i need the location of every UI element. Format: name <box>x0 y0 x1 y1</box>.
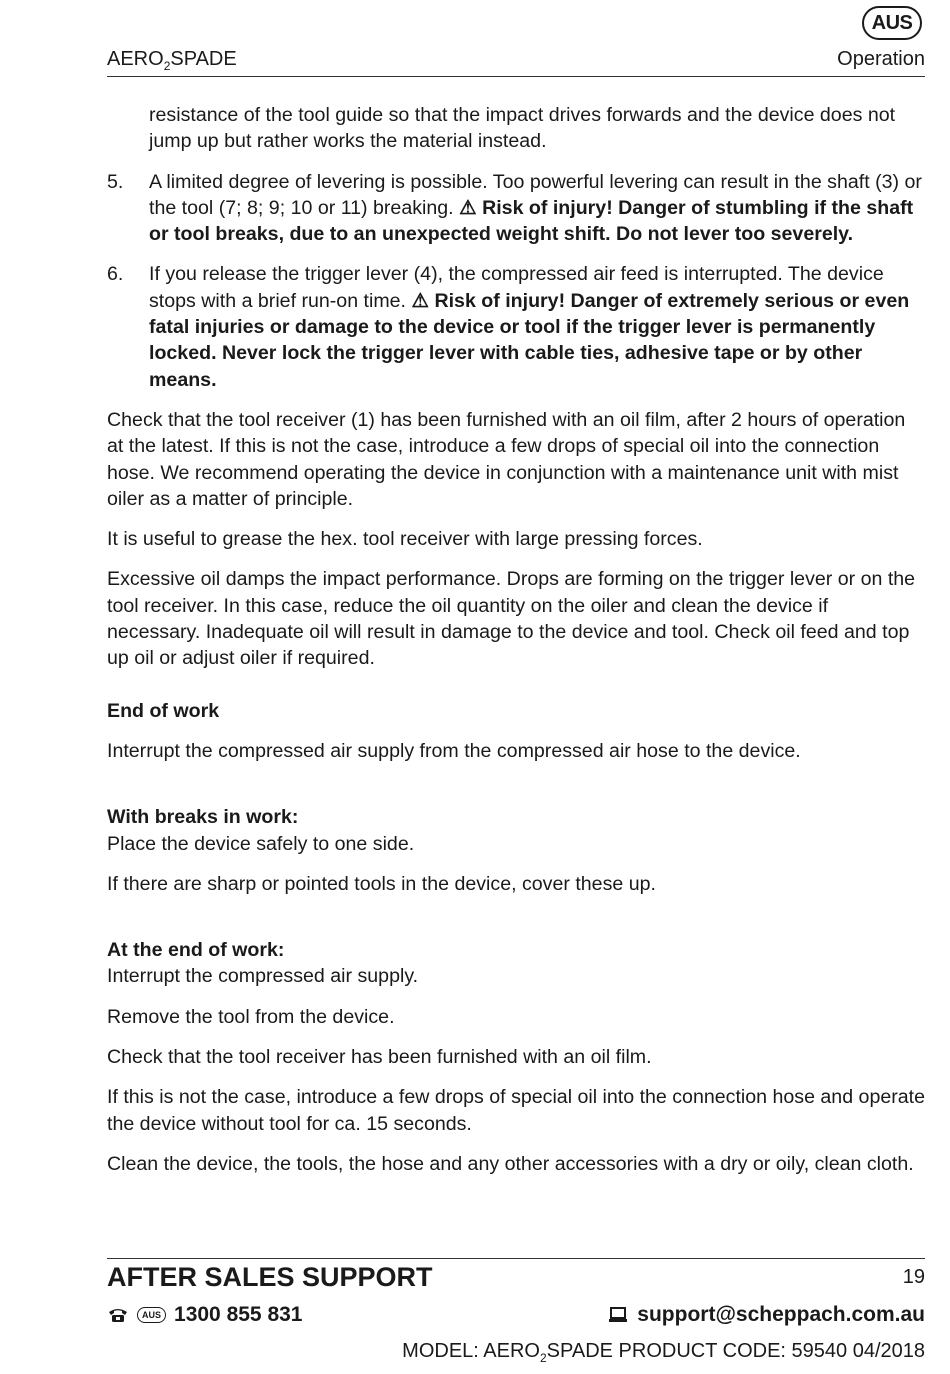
list-item <box>107 169 925 248</box>
footer-rule <box>107 1258 925 1259</box>
list-number: 6. <box>107 263 124 286</box>
country-badge: AUS <box>862 6 922 40</box>
oil-paragraph: Check that the tool receiver (1) has been furnished with an oil film, after 2 hours of operation at the latest. If this is not the case, introduce a few drops of special oil into the connection hose. We recommend operating the device in conjunction with a maintenance unit with mist oiler as a matter of principle. <box>107 408 906 510</box>
at-end-heading: At the end of work: <box>107 939 285 962</box>
breaks-text-1: Place the device safely to one side. <box>107 832 415 855</box>
support-phone <box>107 1303 302 1327</box>
at-end-text-3: Check that the tool receiver has been furnished with an oil film. <box>107 1046 652 1069</box>
list-item <box>107 261 925 392</box>
breaks-heading: With breaks in work: <box>107 806 299 829</box>
at-end-text-2: Remove the tool from the device. <box>107 1005 395 1028</box>
at-end-text-5: Clean the device, the tools, the hose and any other accessories with a dry or oily, clean cloth. <box>107 1152 914 1175</box>
computer-icon <box>607 1306 629 1324</box>
phone-number: 1300 855 831 <box>174 1303 303 1326</box>
breaks-text-2: If there are sharp or pointed tools in the device, cover these up. <box>107 872 656 895</box>
phone-icon <box>107 1306 129 1324</box>
grease-paragraph: It is useful to grease the hex. tool receiver with large pressing forces. <box>107 528 703 551</box>
list-text: If you release the trigger lever (4), the compressed air feed is interrupted. The device stops with a brief run-on time. <box>149 263 884 312</box>
at-end-text-1: Interrupt the compressed air supply. <box>107 965 419 988</box>
model-line: MODEL: $AERO_2SPADE$ PRODUCT CODE: 59540 04/2018 <box>402 1340 925 1365</box>
page-number: 19 <box>902 1266 925 1288</box>
at-end-text-4: If this is not the case, introduce a few drops of special oil into the connection hose and operate the device without tool for ca. 15 seconds. <box>107 1086 926 1135</box>
phone-country-badge: AUS <box>137 1307 166 1323</box>
header-rule <box>107 76 925 77</box>
main-content <box>107 102 925 1191</box>
section-title: Operation <box>837 48 925 70</box>
support-email <box>607 1303 925 1327</box>
list-number: 5. <box>107 170 124 193</box>
list-text: A limited degree of levering is possible. Too powerful levering can result in the shaft (3) or the tool (7; 8; 9; 10 or 11) breaking. <box>149 170 922 219</box>
continued-paragraph: resistance of the tool guide so that the impact drives forwards and the device does not jump up but rather works the material instead. <box>149 104 896 153</box>
email-address: support@scheppach.com.au <box>637 1303 925 1326</box>
excess-oil-paragraph: Excessive oil damps the impact performance. Drops are forming on the trigger lever or on the tool receiver. In this case, reduce the oil quantity on the oiler and clean the device if necessary. Inadequate oil will result in damage to the device and tool. Check oil feed and top up oil or adjust oiler if required. <box>107 568 916 670</box>
after-sales-title: AFTER SALES SUPPORT <box>107 1262 433 1292</box>
warning-text: ⚠ Risk of injury! Danger of stumbling if the shaft or tool breaks, due to an unexpected weight shift. Do not lever too severely. <box>149 196 914 246</box>
end-of-work-text: Interrupt the compressed air supply from the compressed air hose to the device. <box>107 739 801 762</box>
end-of-work-heading: End of work <box>107 699 220 722</box>
product-name: $AERO_2SPADE$ <box>107 48 237 73</box>
warning-text: ⚠ Risk of injury! Danger of extremely serious or even fatal injuries or damage to the device or tool if the trigger lever is permanently locked. Never lock the trigger lever with cable ties, adhesive tape or by other means. <box>149 289 910 391</box>
